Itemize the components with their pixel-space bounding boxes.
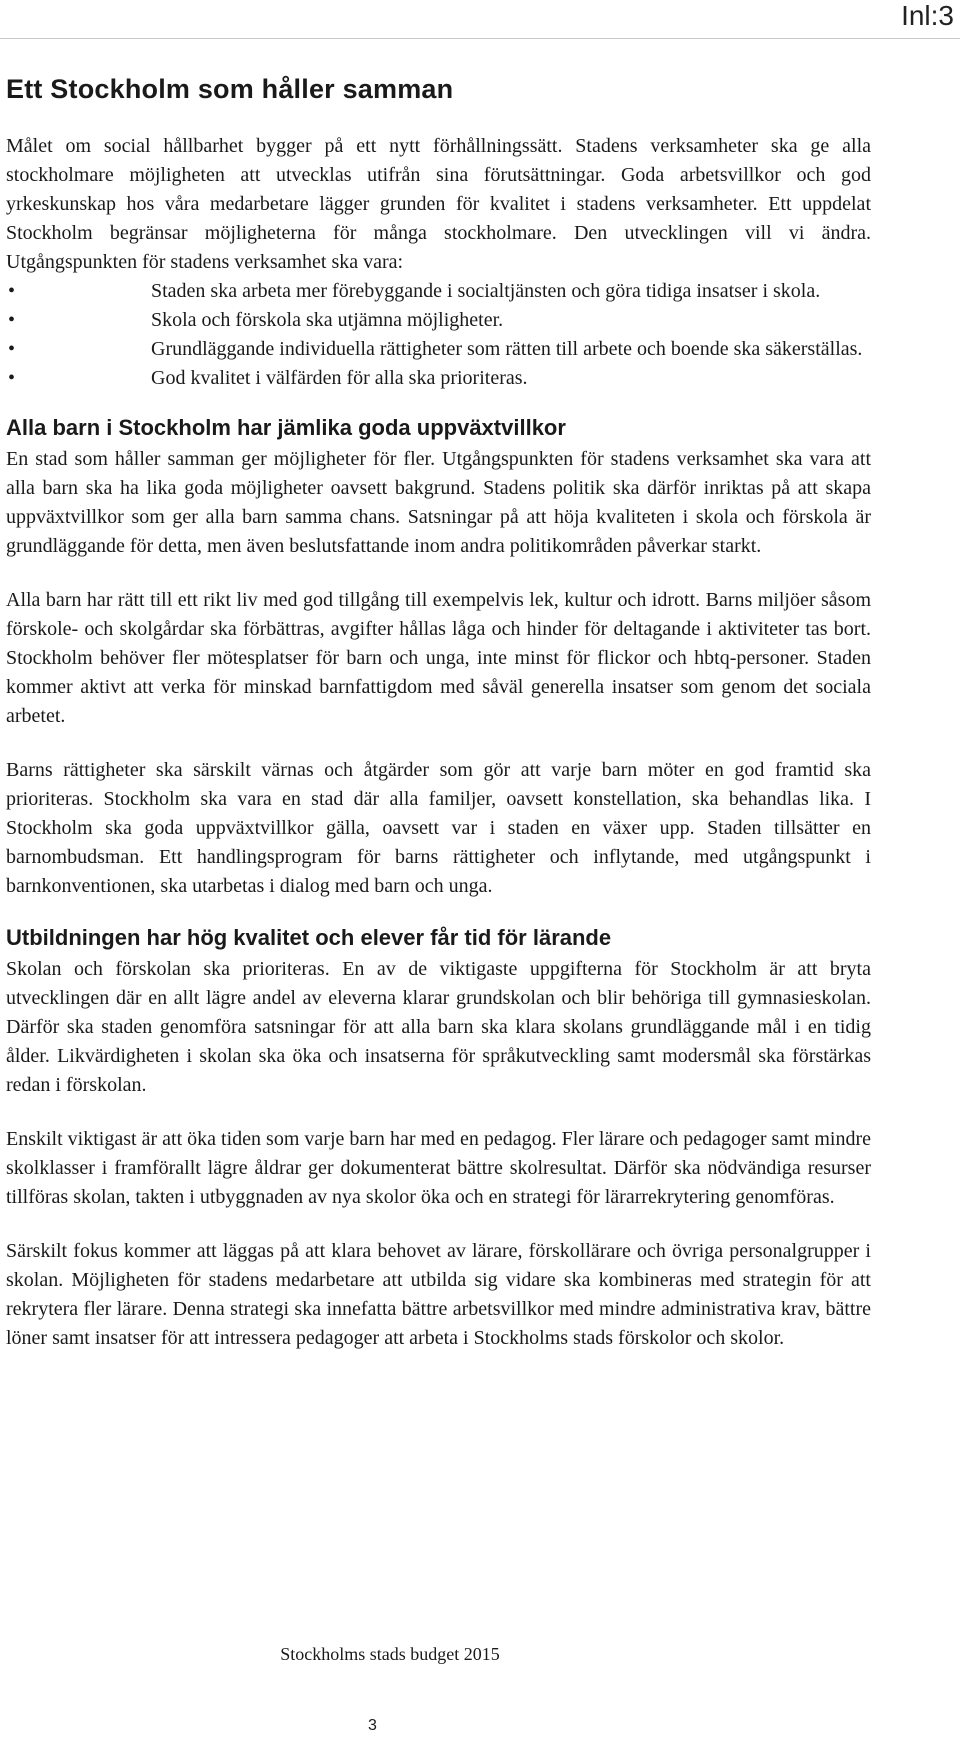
list-item-text: Staden ska arbeta mer förebyggande i socialtjänsten och göra tidiga insatser i skola. xyxy=(151,280,821,302)
intro-paragraph: Målet om social hållbarhet bygger på ett nytt förhållningssätt. Stadens verksamheter ska ge alla stockholmare möjligheten att utvecklas utifrån sina förutsättningar. Goda arbetsvillkor och god yrkeskunskap hos våra medarbetare lägger grunden för kvalitet i stadens verksamheter. Ett uppdelat Stockholm begränsar möjligheterna för många stockholmare. Den utvecklingen vill vi ändra. Utgångspunkten för stadens verksamhet ska vara: xyxy=(6,135,871,273)
section-paragraph: Barns rättigheter ska särskilt värnas och åtgärder som gör att varje barn möter en god framtid ska prioriteras. Stockholm ska vara en stad där alla familjer, oavsett konstellation, ska behandlas lika. I Stockholm ska goda uppväxtvillkor gälla, oavsett var i staden en växer upp. Staden tillsätter en barnombudsman. Ett handlingsprogram för barns rättigheter och inflytande, med utgångspunkt i barnkonventionen, ska utarbetas i dialog med barn och unga. xyxy=(6,759,871,897)
bullet-list xyxy=(6,277,871,393)
bullet-icon: • xyxy=(8,338,16,360)
list-item xyxy=(6,364,871,393)
section-paragraph: Särskilt fokus kommer att läggas på att klara behovet av lärare, förskollärare och övriga personalgrupper i skolan. Möjligheten för stadens medarbetare att utbilda sig vidare ska kombineras med strategin för att rekrytera fler lärare. Denna strategi ska innefatta bättre arbetsvillkor med mindre administrativa krav, bättre löner samt insatser för att intressera pedagoger att arbeta i Stockholms stads förskolor och skolor. xyxy=(6,1240,871,1349)
bullet-icon: • xyxy=(8,280,16,302)
list-item-text: Skola och förskola ska utjämna möjligheter. xyxy=(151,309,504,331)
section-paragraph: Skolan och förskolan ska prioriteras. En av de viktigaste uppgifterna för Stockholm är att bryta utvecklingen där en allt lägre andel av eleverna klarar grundskolan och blir behöriga till gymnasieskolan. Därför ska staden genomföra satsningar för att alla barn ska klara skolans grundläggande mål i en tidig ålder. Likvärdigheten i skolan ska öka och insatserna för språkutveckling samt modersmål ska förstärkas redan i förskolan. xyxy=(6,958,871,1096)
list-item xyxy=(6,306,871,335)
section-heading: Utbildningen har hög kvalitet och elever får tid för lärande xyxy=(6,925,612,950)
bullet-icon: • xyxy=(8,309,16,331)
page-number: 3 xyxy=(368,1717,377,1734)
list-item xyxy=(6,277,871,306)
list-item xyxy=(6,335,871,364)
section-heading: Alla barn i Stockholm har jämlika goda uppväxtvillkor xyxy=(6,415,566,440)
page-title: Ett Stockholm som håller samman xyxy=(6,74,454,104)
document-body xyxy=(6,70,871,1353)
header-divider xyxy=(0,38,960,39)
section-paragraph: Alla barn har rätt till ett rikt liv med god tillgång till exempelvis lek, kultur och idrott. Barns miljöer såsom förskole- och skolgårdar ska förbättras, avgifter hållas låga och hinder för deltagande i aktiviteter tas bort. Stockholm behöver fler mötesplatser för barn och unga, inte minst för flickor och hbtq-personer. Staden kommer aktivt att verka för minskad barnfattigdom med såväl generella insatser som genom det sociala arbetet. xyxy=(6,589,871,727)
bullet-icon: • xyxy=(8,367,16,389)
list-item-text: God kvalitet i välfärden för alla ska prioriteras. xyxy=(151,367,528,389)
section-paragraph: Enskilt viktigast är att öka tiden som varje barn har med en pedagog. Fler lärare och pedagoger samt mindre skolklasser i framförallt lägre åldrar ger dokumenterat bättre skolresultat. Därför ska nödvändiga resurser tillföras skolan, takten i utbyggnaden av nya skolor öka och en strategi för lärarrekrytering genomföras. xyxy=(6,1128,871,1208)
footer-text: Stockholms stads budget 2015 xyxy=(280,1644,500,1664)
page-label: Inl:3 xyxy=(901,0,954,31)
list-item-text: Grundläggande individuella rättigheter som rätten till arbete och boende ska säkerställas. xyxy=(151,338,863,360)
section-paragraph: En stad som håller samman ger möjligheter för fler. Utgångspunkten för stadens verksamhet ska vara att alla barn ska ha lika goda möjligheter oavsett bakgrund. Stadens politik ska därför inriktas på att skapa uppväxtvillkor som ger alla barn samma chans. Satsningar på att höja kvaliteten i skola och förskola är grundläggande för detta, men även beslutsfattande inom andra politikområden påverkar starkt. xyxy=(6,448,871,557)
